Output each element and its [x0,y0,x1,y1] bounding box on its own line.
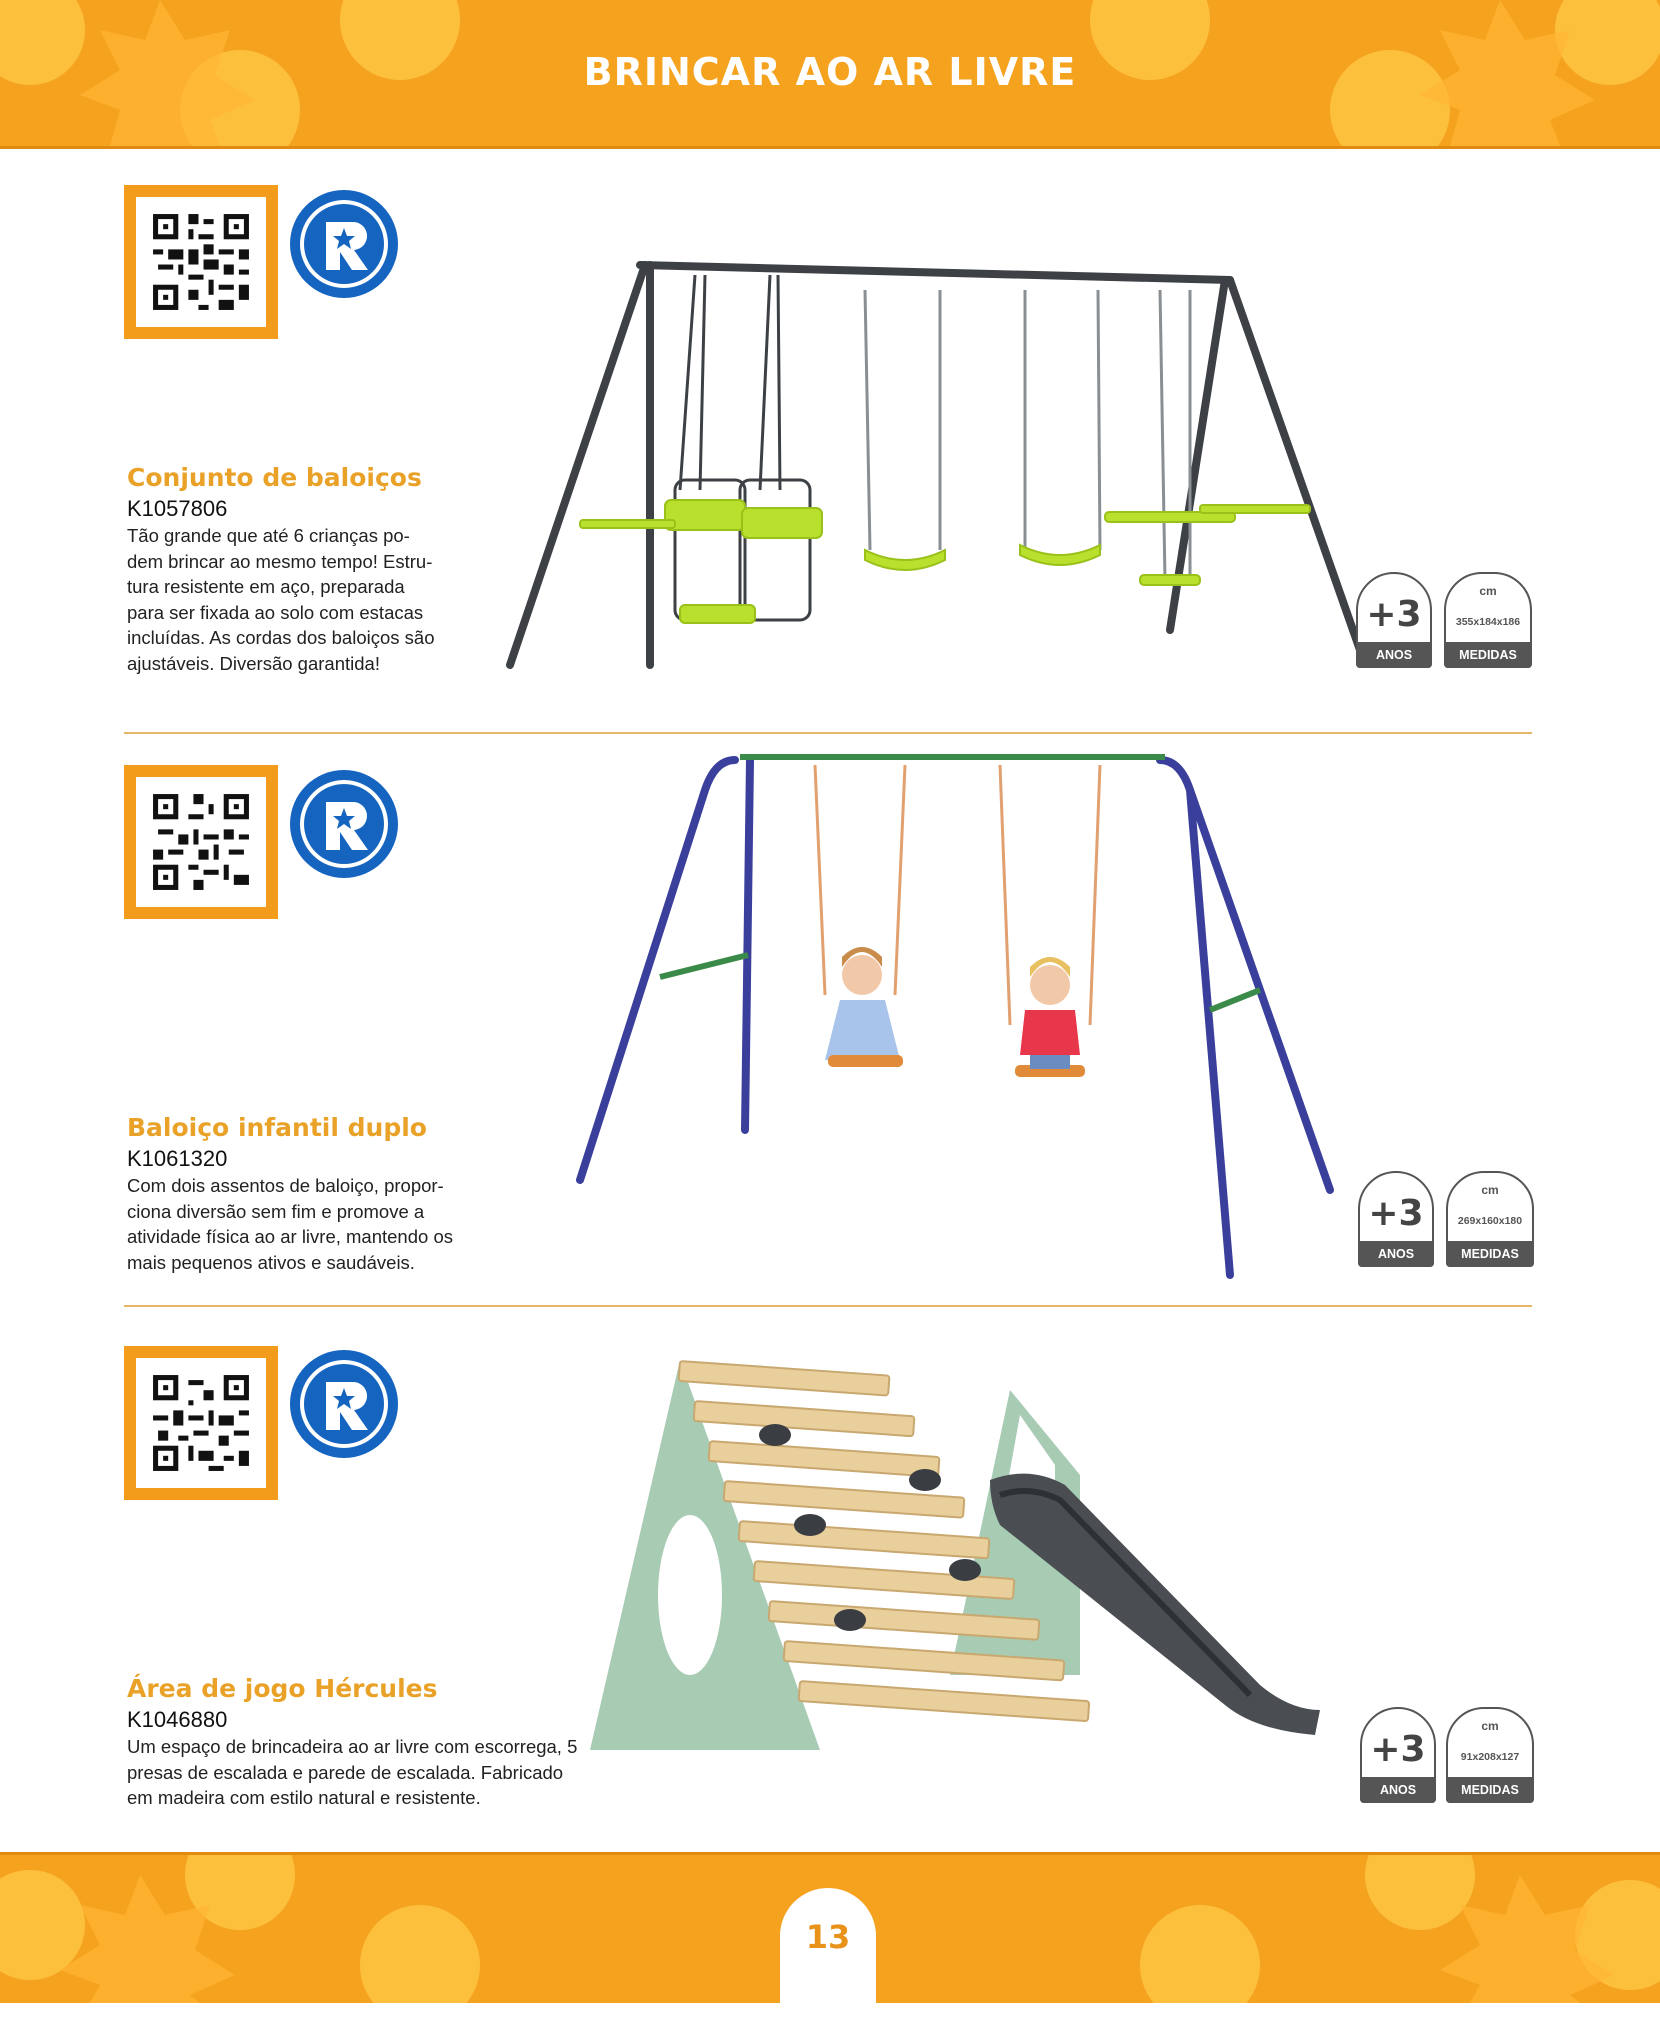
page-title: BRINCAR AO AR LIVRE [583,50,1077,94]
product-description [127,523,434,676]
toysrus-360-badge-icon[interactable] [288,1348,400,1460]
measures-tag [1444,572,1532,668]
qr-code-icon [148,789,254,895]
product-name: Área de jogo Hércules [127,1674,438,1703]
description-line: para ser fixada ao solo com estacas [127,601,424,623]
qr-code-icon [148,1370,254,1476]
play-area-photo [580,1355,1340,1775]
product-code: K1061320 [127,1146,228,1171]
qr-code-icon [148,209,254,315]
description-line: mais pequenos ativos e saudáveis. [127,1251,415,1273]
age-label: ANOS [1358,1241,1434,1267]
measures-unit: cm [1479,584,1497,598]
description-line: ciona diversão sem fim e promove a [127,1200,425,1222]
measures-value: 269x160x180 [1457,1215,1523,1227]
description-line: atividade física ao ar livre, mantendo os [127,1226,453,1247]
section-divider [124,1305,1532,1307]
product-name: Conjunto de baloiços [127,463,422,492]
section-divider [124,732,1532,734]
header-band [0,0,1660,149]
qr-code-frame[interactable] [124,185,278,339]
age-label: ANOS [1356,642,1432,668]
measures-tag [1446,1707,1534,1803]
description-line: presas de escalada e parede de escalada. Fabricado [127,1761,564,1783]
measures-label: MEDIDAS [1446,1241,1534,1267]
measures-label: MEDIDAS [1446,1777,1534,1803]
age-value: +3 [1370,1729,1426,1770]
product-name: Baloiço infantil duplo [127,1113,427,1142]
description-line: Tão grande que até 6 crianças po- [127,525,410,546]
age-value: +3 [1366,594,1422,635]
double-swing-photo [560,745,1360,1285]
description-line: tura resistente em aço, preparada [127,576,405,597]
measures-unit: cm [1481,1719,1499,1733]
toysrus-360-badge-icon[interactable] [288,188,400,300]
age-tag [1358,1171,1434,1267]
product-code: K1057806 [127,496,228,521]
description-line: incluídas. As cordas dos baloiços são [127,627,435,648]
age-tag [1356,572,1432,668]
description-line: Com dois assentos de baloiço, propor- [127,1175,444,1196]
description-line: Um espaço de brincadeira ao ar livre com escorrega, 5 [127,1736,578,1757]
qr-code-frame[interactable] [124,765,278,919]
qr-code-frame[interactable] [124,1346,278,1500]
age-tag [1360,1707,1436,1803]
age-label: ANOS [1360,1777,1436,1803]
toysrus-360-badge-icon[interactable] [288,768,400,880]
age-value: +3 [1368,1193,1424,1234]
measures-unit: cm [1481,1183,1499,1197]
swing-set-photo [500,250,1380,670]
measures-tag [1446,1171,1534,1267]
product-description [127,1173,453,1275]
product-code: K1046880 [127,1707,228,1732]
description-line: ajustáveis. Diversão garantida! [127,652,380,674]
description-line: em madeira com estilo natural e resistente. [127,1787,481,1808]
description-line: dem brincar ao mesmo tempo! Estru- [127,550,433,572]
measures-label: MEDIDAS [1444,642,1532,668]
product-description [127,1734,577,1811]
measures-value: 355x184x186 [1455,616,1521,628]
page-number: 13 [805,1918,851,1956]
measures-value: 91x208x127 [1460,1751,1520,1763]
